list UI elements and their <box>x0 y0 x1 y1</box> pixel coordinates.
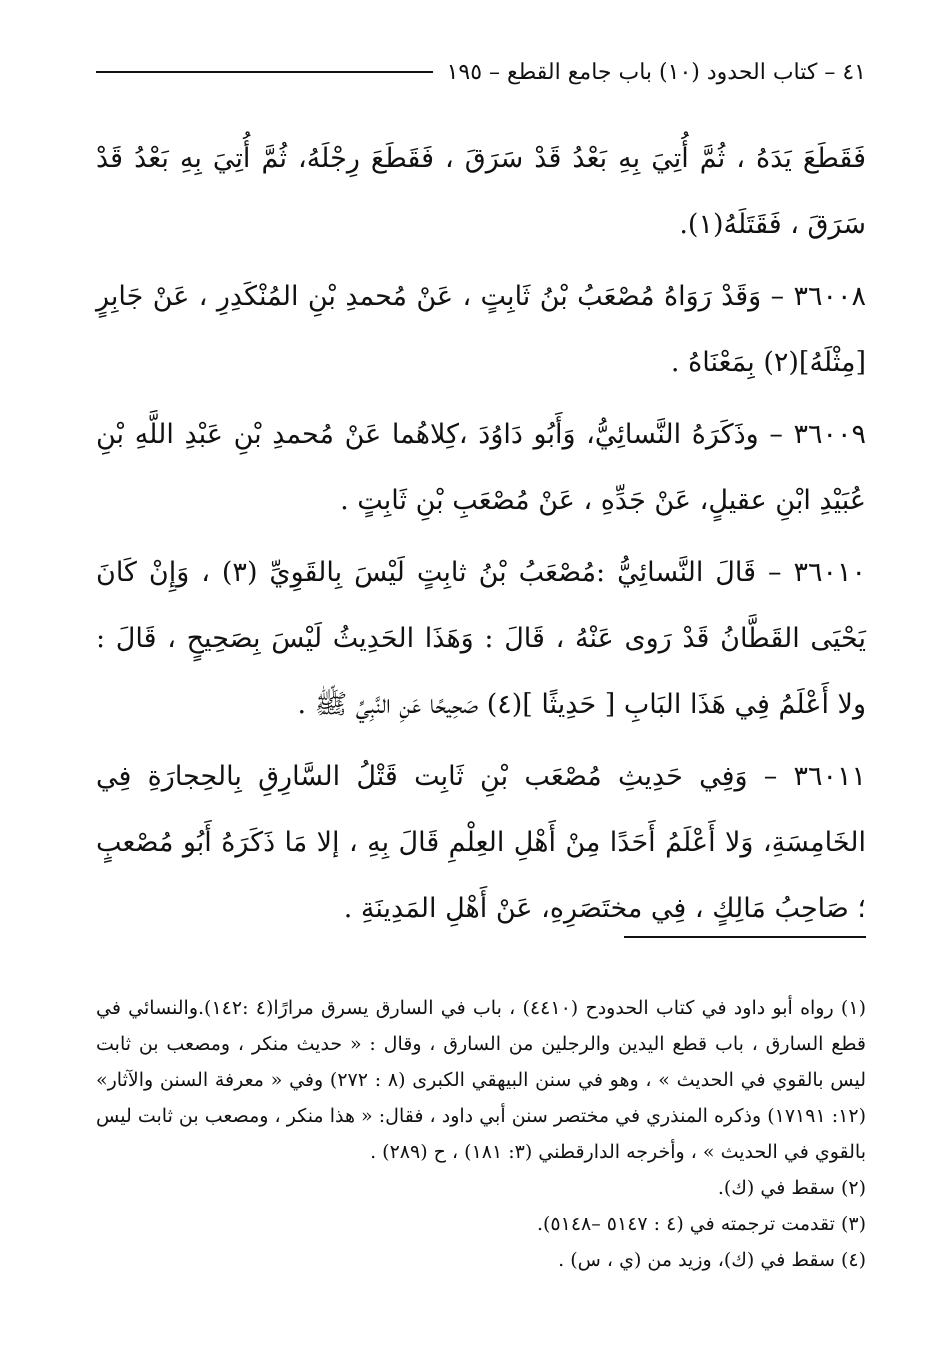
footnote-3: (٣) تقدمت ترجمته في (٤ : ٥١٤٧ –٥١٤٨). <box>536 1213 866 1235</box>
footnote-1: (١) رواه أبو داود في كتاب الحدودح (٤٤١٠) ، باب في السارق يسرق مرارًا(٤ :١٤٢).والنسائي في قطع السارق ، باب قطع اليدين والرجلين من السارق ، وقال : « حديث منكر ، ومصعب بن ثابت ليس بالقوي في الحديث » ، وهو في سنن البيهقي الكبرى (٨ : ٢٧٢) وفي « معرفة السنن والآثار» (١٢: ١٧١٩١) وذكره المنذري في مختصر سنن أبي داود ، فقال: « هذا منكر ، ومصعب بن ثابت ليس بالقوي في الحديث » ، وأخرجه الدارقطني (٣: ١٨١) ، ح (٢٨٩) . <box>96 997 866 1163</box>
paragraph-36008: ٣٦٠٠٨ – وَقَدْ رَوَاهُ مُصْعَبُ بْنُ ثَابِتٍ ، عَنْ مُحمدِ بْنِ المُنْكَدِرِ ، عَنْ جَابِرٍ [مِثْلَهُ](٢) بِمَعْنَاهُ . <box>96 281 866 378</box>
footnotes <box>96 990 866 1278</box>
main-text <box>96 126 866 942</box>
running-head <box>96 52 866 92</box>
footnote-2: (٢) سقط في (ك). <box>717 1177 866 1199</box>
paragraph-continuation: فَقَطَعَ يَدَهُ ، ثُمَّ أُتِيَ بِهِ بَعْدُ قَدْ سَرَقَ ، فَقَطَعَ رِجْلَهُ، ثُمَّ أُتِيَ بِهِ بَعْدُ قَدْ سَرَقَ ، فَقَتَلَهُ(١). <box>96 143 866 240</box>
paragraph-36010: ٣٦٠١٠ – قَالَ النَّسائِيُّ :مُصْعَبُ بْنُ ثابِتٍ لَيْسَ بِالقَوِيِّ (٣) ، وَإِنْ كَانَ يَحْيَى القَطَّانُ قَدْ رَوى عَنْهُ ، قَالَ : وَهَذَا الحَدِيثُ لَيْسَ بِصَحِيحٍ ، قَالَ : ولا أَعْلَمُ فِي هَذَا البَابِ [ حَدِيثًا ](٤) صَحِيحًا عَنِ النَّبِيِّ ﷺ . <box>96 557 866 720</box>
paragraph-36009: ٣٦٠٠٩ – وذَكَرَهُ النَّسائِيُّ، وَأَبُو دَاوُدَ ،كِلاهُما عَنْ مُحمدِ بْنِ عَبْدِ اللَّهِ بْنِ عُبَيْدِ ابْنِ عقيلٍ، عَنْ جَدِّهِ ، عَنْ مُصْعَبِ بْنِ ثَابِتٍ . <box>96 419 866 516</box>
paragraph-36011: ٣٦٠١١ – وَفِي حَدِيثِ مُصْعَب بْنِ ثَابِت قَتْلُ السَّارِقِ بِالحِجارَةِ فِي الخَامِسَةِ، وَلا أَعْلَمُ أَحَدًا مِنْ أَهْلِ العِلْمِ قَالَ بِهِ ، إلا مَا ذَكَرَهُ أَبُو مُصْعبٍ ؛ صَاحِبُ مَالِكٍ ، فِي مختَصَرِهِ، عَنْ أَهْلِ المَدِينَةِ . <box>96 761 866 924</box>
footnote-separator <box>624 936 866 938</box>
running-head-text: ٤١ – كتاب الحدود (١٠) باب جامع القطع – ١٩٥ <box>446 59 866 85</box>
footnote-4: (٤) سقط في (ك)، وزيد من (ي ، س) . <box>558 1249 866 1271</box>
header-rule <box>96 71 433 73</box>
